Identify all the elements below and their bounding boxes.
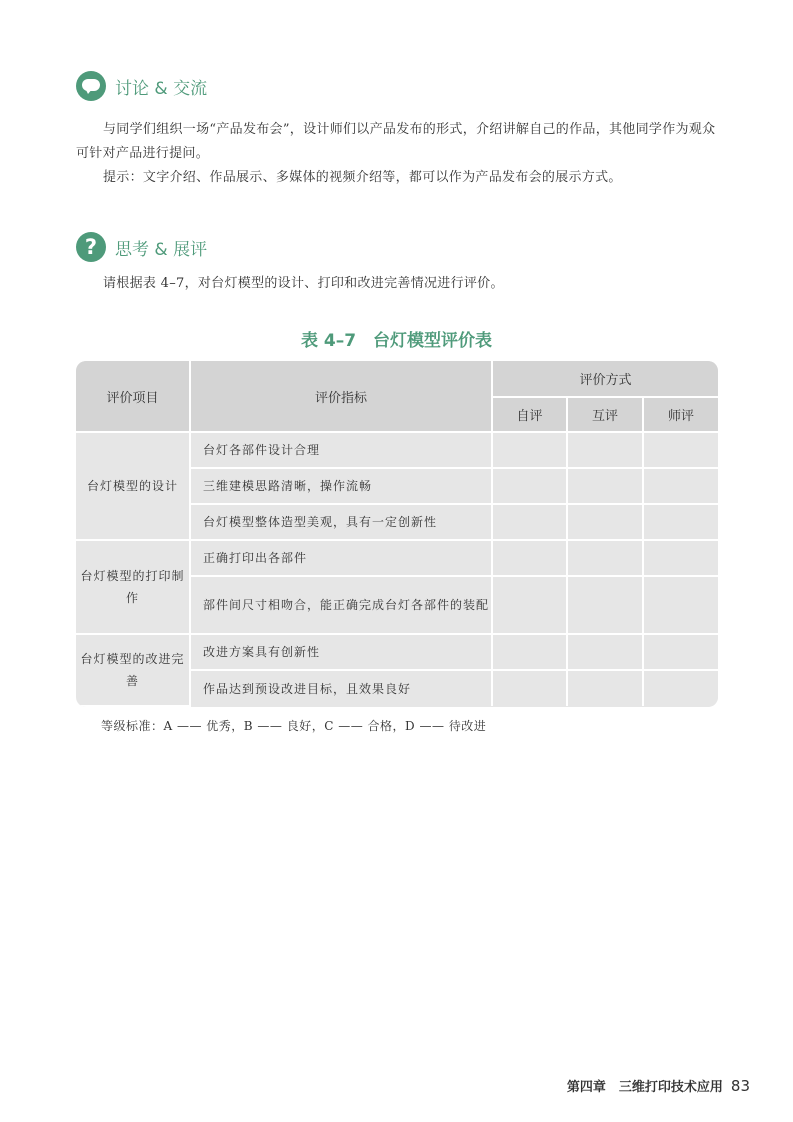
question-mark-icon: ? [76, 232, 106, 262]
indicator-cell: 台灯各部件设计合理 [190, 432, 492, 468]
chapter-title: 第四章 三维打印技术应用 [566, 1080, 723, 1095]
peer-score-cell[interactable] [567, 540, 643, 576]
self-score-cell[interactable] [492, 634, 567, 670]
teacher-score-cell[interactable] [643, 634, 718, 670]
indicator-cell: 改进方案具有创新性 [190, 634, 492, 670]
self-score-cell[interactable] [492, 540, 567, 576]
self-score-cell[interactable] [492, 576, 567, 634]
self-score-cell[interactable] [492, 432, 567, 468]
group-label: 台灯模型的打印制作 [76, 540, 190, 634]
discussion-heading [76, 71, 207, 101]
teacher-score-cell[interactable] [643, 432, 718, 468]
group-label: 台灯模型的改进完善 [76, 634, 190, 706]
evaluation-table [76, 361, 718, 707]
self-score-cell[interactable] [492, 670, 567, 706]
peer-score-cell[interactable] [567, 432, 643, 468]
teacher-score-cell[interactable] [643, 576, 718, 634]
indicator-cell: 作品达到预设改进目标，且效果良好 [190, 670, 492, 706]
header-self: 自评 [492, 397, 567, 432]
reflection-paragraph: 请根据表 4–7，对台灯模型的设计、打印和改进完善情况进行评价。 [103, 276, 504, 291]
teacher-score-cell[interactable] [643, 670, 718, 706]
header-indicator: 评价指标 [190, 361, 492, 432]
discussion-hint: 提示：文字介绍、作品展示、多媒体的视频介绍等，都可以作为产品发布会的展示方式。 [103, 170, 622, 185]
header-peer: 互评 [567, 397, 643, 432]
table-title: 表 4–7 台灯模型评价表 [300, 331, 493, 351]
peer-score-cell[interactable] [567, 670, 643, 706]
self-score-cell[interactable] [492, 504, 567, 540]
reflection-title: 思考 & 展评 [115, 239, 208, 260]
header-teacher: 师评 [643, 397, 718, 432]
group-label: 台灯模型的设计 [76, 432, 190, 540]
peer-score-cell[interactable] [567, 634, 643, 670]
page-footer [567, 1076, 750, 1095]
peer-score-cell[interactable] [567, 468, 643, 504]
indicator-cell: 正确打印出各部件 [190, 540, 492, 576]
reflection-heading [76, 232, 207, 262]
teacher-score-cell[interactable] [643, 504, 718, 540]
self-score-cell[interactable] [492, 468, 567, 504]
discussion-title: 讨论 & 交流 [115, 78, 208, 99]
indicator-cell: 部件间尺寸相吻合，能正确完成台灯各部件的装配 [190, 576, 492, 634]
page-number: 83 [730, 1077, 750, 1095]
peer-score-cell[interactable] [567, 576, 643, 634]
teacher-score-cell[interactable] [643, 540, 718, 576]
table-row [76, 634, 718, 670]
table-row [76, 432, 718, 468]
teacher-score-cell[interactable] [643, 468, 718, 504]
grading-note: 等级标准：A —— 优秀，B —— 良好，C —— 合格，D —— 待改进 [101, 719, 487, 733]
header-method: 评价方式 [492, 361, 718, 397]
indicator-cell: 三维建模思路清晰，操作流畅 [190, 468, 492, 504]
indicator-cell: 台灯模型整体造型美观，具有一定创新性 [190, 504, 492, 540]
speech-bubble-icon [76, 71, 106, 101]
header-item: 评价项目 [76, 361, 190, 432]
discussion-paragraph: 与同学们组织一场“产品发布会”，设计师们以产品发布的形式，介绍讲解自己的作品，其他同学作为观众可针对产品进行提问。 [76, 122, 716, 161]
table-row [76, 540, 718, 576]
peer-score-cell[interactable] [567, 504, 643, 540]
